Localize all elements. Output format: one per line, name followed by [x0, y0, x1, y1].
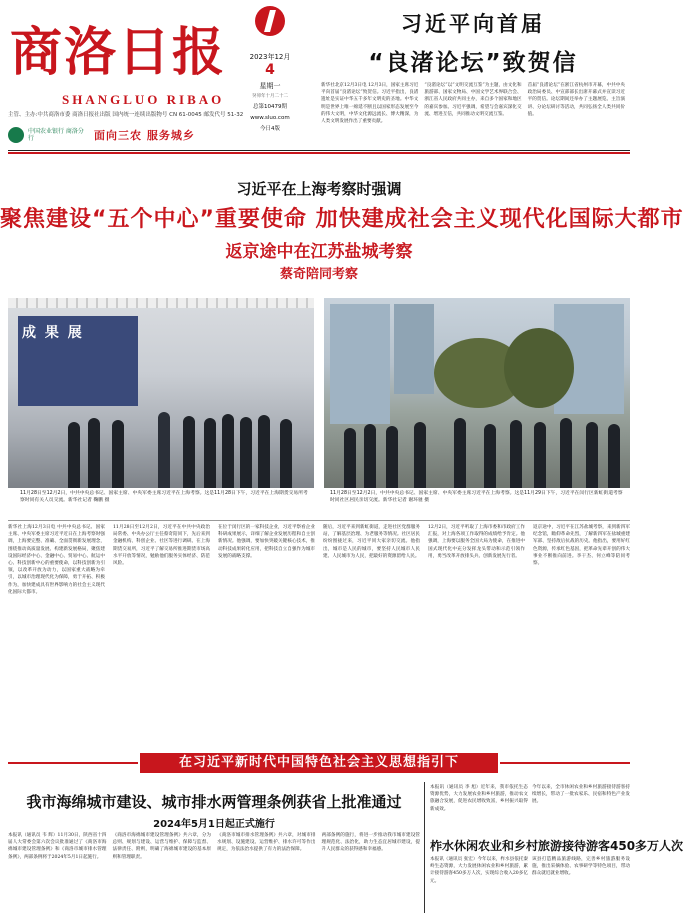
banner-line-right [500, 762, 630, 764]
photo-screen-text: 成 果 展 [22, 325, 84, 341]
masthead [0, 0, 638, 150]
column-divider [424, 782, 425, 913]
bottom-left-headline: 我市海绵城市建设、城市排水两管理条例获省上批准通过 [26, 793, 402, 811]
lead-paragraph: 在位于闵行区的一家科技企业，习近平察看企业科研成果展示，详细了解企业发展历程和自主创新情况。他强调，要加快突破关键核心技术，推动科技成果转化应用，把科技自立自强作为城市发展的战略支撑。 [218, 525, 315, 559]
lead-paragraph: 11月28日至12月2日，习近平在中共中央政治局常委、中央办公厅主任蔡奇陪同下，先后来到金融机构、科创企业、社区等进行调研。在上海期货交易所，习近平了解交易所推进期货市场高水平开放等情况，勉励他们服务实体经济、防范风险。 [113, 525, 210, 567]
newspaper-pinyin: SHANGLUO RIBAO [62, 92, 225, 107]
slogan-banner: 在习近平新时代中国特色社会主义思想指引下 [140, 753, 498, 773]
masthead-rule-red [8, 152, 630, 154]
photo-caption-2: 11月28日至12月2日，中共中央总书记、国家主席、中央军委主席习近平在上海考察。这是11月29日下午，习近平在闵行区新虹街道考察时同社区居民亲切交流。新华社记者 谢环驰 摄 [330, 491, 623, 503]
bottom-right-paragraph: 本报讯（通讯员 张宏）今年以来，柞水县依托秦岭生态资源，大力发展休闲农业和乡村旅游，累计接待游客450多万人次，实现综合收入20多亿元。 [430, 857, 528, 884]
lead-paragraph: 随后，习近平来到新虹街道，走进社区党群服务站，了解基层治理、为老服务等情况。社区居民纷纷围拢过来，习近平同大家亲切交流。他指出，城市是人民的城市，要坚持人民城市人民建、人民城市为人民，把最好的资源留给人民。 [323, 525, 420, 559]
lead-paragraph: 返京途中，习近平在江苏盐城考察，来到新四军纪念馆，瞻仰革命先烈，了解新四军在盐城重建军部、坚持敌后抗战的历史。他指出，要用好红色资源，传承红色基因，把革命先辈开创的伟大事业不断推向前进。李干杰、何立峰等陪同考察。 [533, 525, 630, 567]
bottom-right-body [430, 856, 630, 913]
date-lunar: 癸卯年十月二十二 [252, 94, 288, 99]
banner-line-left [8, 762, 138, 764]
lead-paragraph: 新华社上海12月3日电 中共中央总书记、国家主席、中央军委主席习近平近日在上海考察时强调，上海要完整、准确、全面贯彻新发展理念，围绕推动高质量发展、构建新发展格局，聚焦建设国际经济中心、金融中心、贸易中心、航运中心、科技创新中心的重要使命，以科技创新为引领，以改革开放为动力，以国家重大战略为牵引，以城市治理现代化为保障，勇于开拓、积极作为，加快建成具有世界影响力的社会主义现代化国际大都市。 [8, 525, 105, 595]
bank-logo-icon [8, 127, 24, 143]
lead-photo-1 [8, 298, 314, 488]
masthead-rule [8, 150, 630, 151]
lead-paragraph: 12月2日，习近平听取了上海市委和市政府工作汇报，对上海各项工作取得的成绩给予肯定。他强调，上海要以服务全国大局为使命，在推进中国式现代化中充分发挥龙头带动和示范引领作用，勇当改革开放排头兵、创新发展先行者。 [428, 525, 525, 559]
lead-body [8, 524, 630, 754]
lead-byline: 蔡奇陪同考察 [279, 267, 358, 282]
lead-photo-2 [324, 298, 630, 488]
bank-name: 中国农业银行 商洛分行 [28, 128, 84, 142]
bank-slogan: 面向三农 服务城乡 [94, 129, 195, 142]
lead-headline: 聚焦建设“五个中心”重要使命 加快建成社会主义现代化国际大都市 [0, 207, 684, 232]
page-count: 今日4版 [260, 126, 280, 132]
top-story-headline: “良渚论坛”致贺信 [368, 50, 578, 76]
top-story-col3: 首届“良渚论坛”在浙江省杭州市开幕，中共中央政治局委员、中宣部部长出席开幕式并宣读习近平的贺信。论坛期间还举办了主题展览、主旨演讲、分论坛研讨等活动，共同弘扬全人类共同价值。 [527, 83, 625, 117]
website: www.sluo.com [250, 115, 290, 121]
date-year-month: 2023年12月 [249, 53, 291, 61]
bottom-right-paragraph: 该县打造精品旅游线路，完善乡村旅游服务设施，推出采摘体验、农事研学等特色项目，带动群众就近就业增收。 [532, 857, 630, 877]
photo-caption-1: 11月28日至12月2日，中共中央总书记、国家主席、中央军委主席习近平在上海考察。这是11月28日下午，习近平在上海期货交易所考察时同有关人员交流。新华社记者 鞠鹏 摄 [20, 491, 308, 503]
date-day: 4 [265, 62, 275, 78]
bottom-left-paragraph: 《商洛市海绵城市建设管理条例》共六章，分为总则、规划与建设、运营与维护、保障与监督、法律责任、附则，明确了海绵城市建设的基本原则和管理职责。 [112, 833, 211, 860]
issue-number: 总第10479期 [253, 104, 287, 110]
lead-subhead: 返京途中在江苏盐城考察 [225, 242, 413, 262]
date-box [240, 6, 300, 141]
emblem-icon [255, 6, 285, 36]
bottom-left-paragraph: 《商洛市城市排水管理条例》共六章，对城市排水规划、设施建设、运营维护、排水许可等作出规定，为依法治水提供了有力的法治保障。 [217, 833, 316, 853]
top-story-col1: 新华社北京12月3日电 12月3日，国家主席习近平向首届“良渚论坛”致贺信。习近平指出，良渚遗址是实证中华五千多年文明史的圣地。中华文明是世界上唯一绵延不断且以国家形态发展至今的伟大文明，中华文化源远流长、博大精深，为人类文明发展作出了重要贡献。 [321, 83, 419, 125]
bottom-right-paragraph: 本报讯（通讯员 李 旭）近年来，我市依托生态资源优势，大力发展农业和乡村旅游，推动农文旅融合发展，促进农民增收致富，乡村振兴取得新成效。 [430, 785, 528, 812]
bank-ad [8, 124, 208, 146]
bottom-right-paragraph: 今年以来，全市休闲农业和乡村旅游接待游客持续增长，带动了一批农家乐、民宿和特色产业发展。 [532, 785, 630, 805]
bottom-left-subhead: 2024年5月1日起正式施行 [153, 819, 275, 830]
bottom-right-top-body [430, 784, 630, 834]
publisher-meta: 主管、主办:中共商洛市委 商洛日报社出版 国内统一连续出版物号 CN 61-0045 邮发代号 51-32 [8, 112, 244, 118]
top-story-kicker: 习近平向首届 [401, 12, 545, 36]
bottom-left-paragraph: 两部条例的施行，将进一步推动我市城市建设管理规范化、法治化，助力生态宜居城市建设，提升人民群众的获得感和幸福感。 [321, 833, 420, 853]
newspaper-logo: 商洛日报 [10, 23, 227, 83]
caption-rule [8, 520, 630, 521]
top-story-title [318, 8, 628, 77]
bottom-left-body [8, 832, 420, 912]
date-weekday: 星期一 [259, 82, 281, 90]
top-story-col2: “良渚论坛”以“文明交流互鉴”为主题，由文化和旅游部、国家文物局、中国文学艺术界联合会、浙江省人民政府共同主办，来自多个国家和地区的嘉宾参加。习近平强调，希望与会嘉宾深化交流、增进互信，共同推动文明交流互鉴。 [424, 83, 522, 117]
top-story-body [318, 82, 628, 148]
bottom-right-headline: 柞水休闲农业和乡村旅游接待游客450多万人次 [430, 839, 684, 853]
bottom-left-paragraph: 本报讯（通讯员 韦 辉）11月30日，陕西省十四届人大常委会第六次会议批准通过了《商洛市海绵城市建设管理条例》和《商洛市城市排水管理条例》，两部条例将于2024年5月1日起施行。 [8, 833, 107, 860]
lead-kicker: 习近平在上海考察时强调 [236, 180, 402, 198]
